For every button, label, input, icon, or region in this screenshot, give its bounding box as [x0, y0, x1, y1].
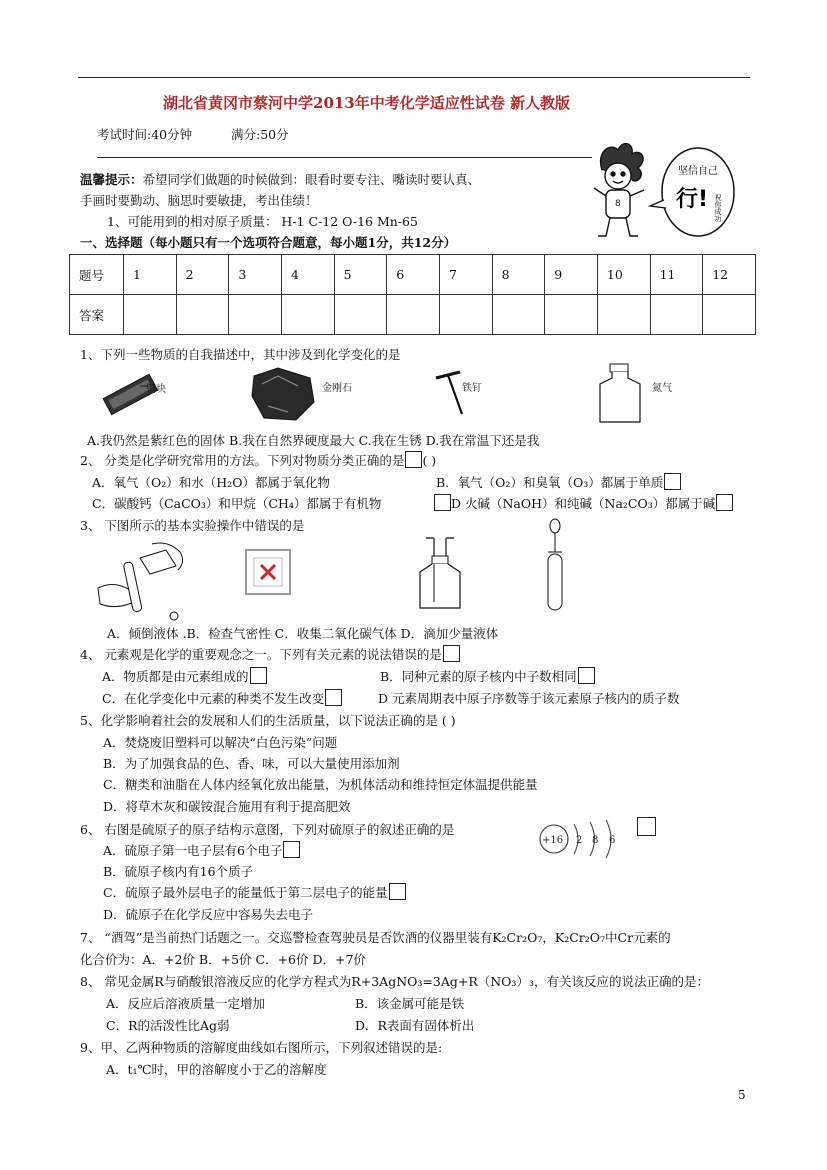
- answer-table: [69, 254, 756, 335]
- q3-pouring-liquid-figure: [94, 540, 194, 622]
- q2-option-a: [92, 473, 330, 491]
- q3-stem: 3、 下图所示的基本实验操作中错误的是: [80, 518, 305, 533]
- answer-box[interactable]: [405, 451, 422, 468]
- q2-option-c: [92, 494, 381, 512]
- q1-label-nail: 铁钉: [462, 383, 482, 394]
- q8-option-a: A．反应后溶液质量一定增加: [106, 996, 266, 1011]
- q2-paren: ( ): [422, 453, 437, 468]
- q5-option-a: A．焚烧废旧塑料可以解决“白色污染”问题: [103, 735, 338, 750]
- tip-text-1: 希望同学们做题的时候做到：眼看时要专注、嘴读时要认真、: [142, 172, 481, 187]
- answer-cell[interactable]: [124, 295, 177, 335]
- answer-cell[interactable]: [703, 295, 756, 335]
- exam-time: 考试时间:40分钟: [97, 127, 193, 142]
- answer-cell[interactable]: [229, 295, 282, 335]
- q1-label-copper: 铜块: [146, 384, 166, 395]
- q-number-cell: 10: [597, 255, 650, 295]
- q6-option-d: D．硫原子在化学反应中容易失去电子: [103, 907, 314, 922]
- q1-copper-block-figure: [100, 368, 240, 428]
- top-rule: [78, 77, 750, 78]
- q2-option-d: [451, 494, 733, 512]
- q-number-cell: 8: [492, 255, 545, 295]
- q4-option-d: D 元素周期表中原子序数等于该元素原子核内的质子数: [378, 691, 680, 706]
- q4-option-b-text: B．同种元素的原子核内中子数相同: [380, 669, 577, 684]
- answer-box[interactable]: [637, 817, 656, 836]
- q-number-cell: 2: [176, 255, 229, 295]
- q-number-cell: 11: [650, 255, 703, 295]
- answer-cell[interactable]: [281, 295, 334, 335]
- svg-text:8: 8: [615, 199, 621, 209]
- q6-option-b: B．硫原子核内有16个质子: [103, 864, 254, 879]
- q6-option-a-text: A．硫原子第一电子层有6个电子: [103, 843, 283, 858]
- q3-options: A．倾倒液体 .B．检查气密性 C．收集二氧化碳气体 D．滴加少量液体: [107, 626, 499, 641]
- tip-label: 温馨提示：: [80, 172, 143, 187]
- q9-stem: 9、甲、乙两种物质的溶解度曲线如右图所示，下列叙述错误的是:: [80, 1040, 443, 1055]
- q1-stem: 1、下列一些物质的自我描述中，其中涉及到化学变化的是: [80, 347, 401, 362]
- answer-box[interactable]: [250, 667, 267, 684]
- answer-box[interactable]: [389, 883, 406, 900]
- q6-option-a: [103, 841, 300, 859]
- q-number-cell: 1: [124, 255, 177, 295]
- answer-table-answer-row: [70, 295, 756, 335]
- q2-option-c-text: C．碳酸钙（CaCO₃）和甲烷（CH₄）都属于有机物: [92, 496, 382, 511]
- q1-options: A.我仍然是紫红色的固体 B.我在自然界硬度最大 C.我在生锈 D.我在常温下还是我: [87, 433, 540, 448]
- answer-box[interactable]: [443, 645, 460, 662]
- q4-option-a: [102, 667, 267, 685]
- atom-shell-1: 2: [576, 835, 583, 846]
- q8-stem: 8、 常见金属R与硝酸银溶液反应的化学方程式为R+3AgNO₃=3Ag+R（NO₃）₃，有关该反应的说法正确的是：: [80, 974, 709, 989]
- full-score: 满分:50分: [231, 127, 289, 142]
- q6-option-c: [103, 883, 406, 901]
- q1-nitrogen-bottle-figure: [594, 362, 646, 426]
- q2-option-b: [436, 473, 681, 491]
- answer-cell[interactable]: [597, 295, 650, 335]
- page-number: 5: [738, 1088, 746, 1102]
- answer-box[interactable]: [434, 494, 451, 511]
- answer-cell[interactable]: [650, 295, 703, 335]
- atom-shell-2: 8: [592, 835, 599, 846]
- answer-box[interactable]: [716, 494, 733, 511]
- section-heading: [80, 233, 456, 251]
- q2-stem: 2、 分类是化学研究常用的方法。下列对物质分类正确的是: [80, 453, 405, 468]
- q4-option-c-text: C．在化学变化中元素的种类不发生改变: [102, 691, 325, 706]
- tip-line2: 手画时要勤动、脑思时要敏捷，考出佳绩！: [80, 193, 318, 208]
- page-title: 湖北省黄冈市蔡河中学2013年中考化学适应性试卷 新人教版: [163, 94, 570, 112]
- q7-line1: 7、 “酒驾”是当前热门话题之一。交巡警检查驾驶员是否饮酒的仪器里装有K₂Cr₂O₇，K₂Cr₂O₇中Cr元素的: [80, 930, 671, 945]
- answer-table-number-row: [70, 255, 756, 295]
- answer-box[interactable]: [283, 841, 300, 858]
- answer-box[interactable]: [325, 689, 342, 706]
- sulfur-atom-diagram: [536, 814, 632, 864]
- q1-label-diamond: 金刚石: [322, 383, 352, 394]
- q4-option-c: [102, 689, 342, 707]
- q3-collect-co2-figure: [412, 536, 468, 612]
- q5-option-c: C．糖类和油脂在人体内经氧化放出能量，为机体活动和维持恒定体温提供能量: [103, 777, 538, 792]
- bubble-main-text: 行!: [676, 187, 709, 212]
- q5-option-d: D．将草木灰和碳铵混合施用有利于提高肥效: [103, 799, 351, 814]
- q-number-cell: 4: [281, 255, 334, 295]
- q3-dropper-figure: [540, 518, 570, 614]
- q9-option-a: A．t₁℃时，甲的溶解度小于乙的溶解度: [106, 1062, 327, 1077]
- answer-cell[interactable]: [545, 295, 598, 335]
- answer-box[interactable]: [664, 473, 681, 490]
- mascot-illustration: [588, 140, 738, 242]
- answer-row-label: 答案: [70, 295, 124, 335]
- answer-box[interactable]: [578, 667, 595, 684]
- q8-option-c: C．R的活泼性比Ag弱: [106, 1018, 230, 1033]
- q1-label-nitrogen: 氮气: [652, 383, 672, 394]
- q-number-cell: 6: [387, 255, 440, 295]
- answer-cell[interactable]: [439, 295, 492, 335]
- q3-airtightness-figure: [244, 548, 292, 596]
- q8-option-d: D．R表面有固体析出: [355, 1018, 475, 1033]
- q2-option-b-text: B．氧气（O₂）和臭氧（O₃）都属于单质: [436, 475, 664, 490]
- q2-option-a-text: A．氧气（O₂）和水（H₂O）都属于氧化物: [92, 475, 330, 490]
- q4-option-b: [380, 667, 595, 685]
- tip-line1: [80, 170, 480, 188]
- section-heading-text: 一、选择题（每小题只有一个选项符合题意，每小题1分，共12分）: [80, 235, 457, 250]
- q2-option-d-text: D 火碱（NaOH）和纯碱（Na₂CO₃）都属于碱: [451, 496, 716, 511]
- q-number-cell: 9: [545, 255, 598, 295]
- bubble-text: 坚信自己: [678, 166, 718, 177]
- q1-diamond-figure: [248, 366, 318, 424]
- answer-cell[interactable]: [387, 295, 440, 335]
- tip-rule: [97, 157, 592, 158]
- q6-option-c-text: C．硫原子最外层电子的能量低于第二层电子的能量: [103, 885, 388, 900]
- q-number-cell: 7: [439, 255, 492, 295]
- q4-option-a-text: A．物质都是由元素组成的: [102, 669, 249, 684]
- q7-line2: 化合价为：A．+2价 B．+5价 C．+6价 D．+7价: [80, 952, 366, 967]
- atom-nucleus-label: +16: [542, 835, 564, 846]
- bubble-side-text: 祝你成功: [714, 194, 722, 222]
- q-number-cell: 3: [229, 255, 282, 295]
- q2-stem-line: [80, 451, 436, 469]
- q-number-cell: 12: [703, 255, 756, 295]
- q4-stem: 4、 元素观是化学的重要观念之一。下列有关元素的说法错误的是: [80, 647, 442, 662]
- answer-cell[interactable]: [492, 295, 545, 335]
- atomic-mass-line: 1、可能用到的相对原子质量： H-1 C-12 O-16 Mn-65: [107, 214, 418, 229]
- number-row-label: 题号: [70, 255, 124, 295]
- answer-cell[interactable]: [176, 295, 229, 335]
- q5-stem: 5、化学影响着社会的发展和人们的生活质量，以下说法正确的是 ( ): [80, 713, 456, 728]
- answer-cell[interactable]: [334, 295, 387, 335]
- q8-option-b: B．该金属可能是铁: [355, 996, 465, 1011]
- atom-shell-3: 6: [609, 835, 616, 846]
- q4-stem-line: [80, 645, 460, 663]
- mascot-figure: [594, 144, 644, 236]
- q-number-cell: 5: [334, 255, 387, 295]
- q5-option-b: B．为了加强食品的色、香、味，可以大量使用添加剂: [103, 756, 400, 771]
- q6-stem: 6、 右图是硫原子的原子结构示意图，下列对硫原子的叙述正确的是: [80, 822, 455, 837]
